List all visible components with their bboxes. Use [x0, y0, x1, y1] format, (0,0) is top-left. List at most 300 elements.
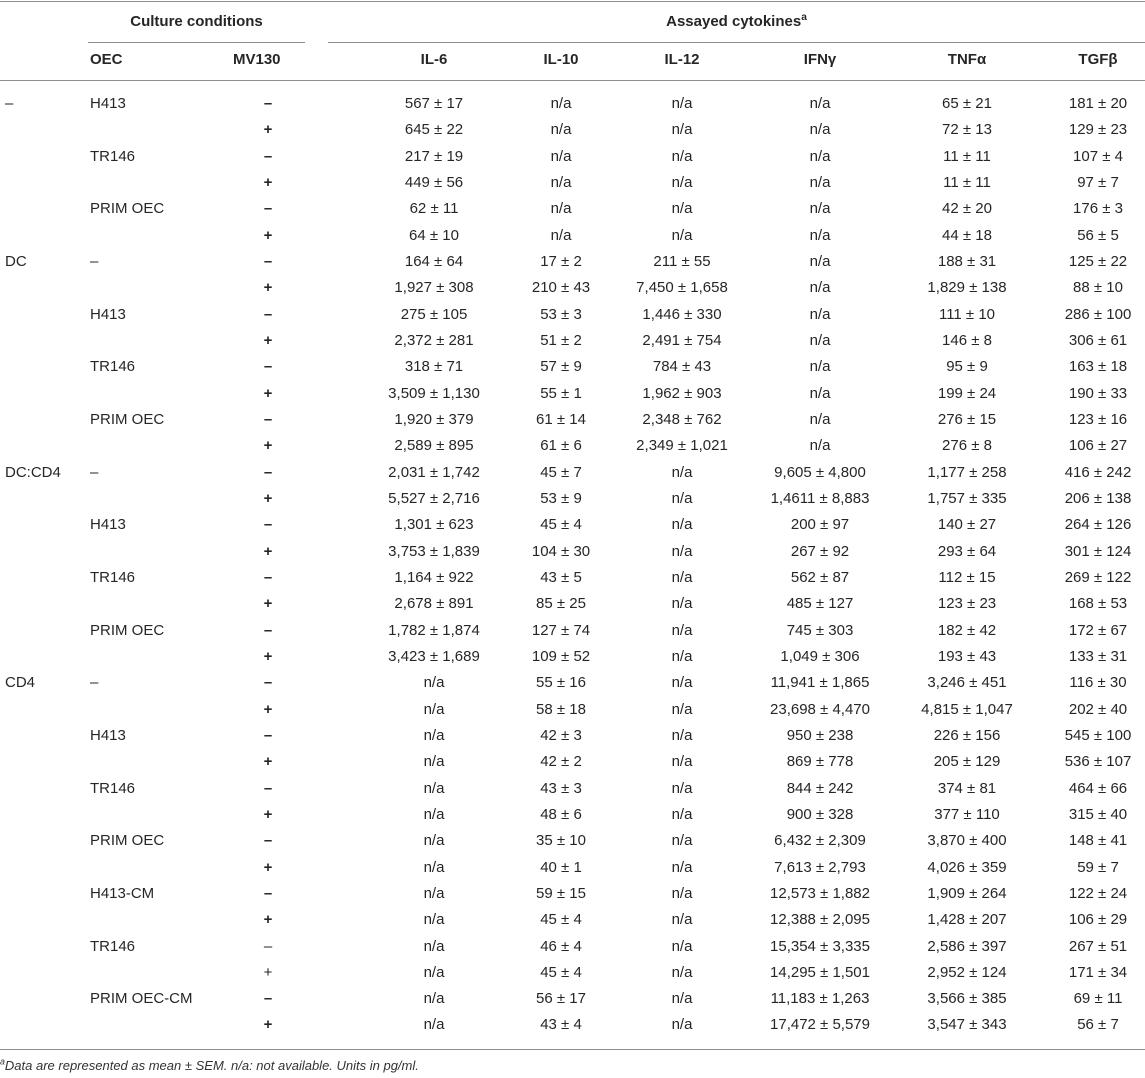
oec-label: TR146 — [90, 358, 136, 376]
il-6-value: 62 ± 11 — [409, 200, 459, 218]
tgf-beta-value: 301 ± 124 — [1064, 542, 1132, 560]
tgf-beta-value: 116 ± 30 — [1069, 674, 1127, 692]
mv130-sign: + — [263, 173, 273, 191]
tnf-alpha-value: 374 ± 81 — [937, 779, 997, 797]
mv130-sign: – — [263, 305, 273, 323]
oec-label: H413 — [90, 726, 126, 744]
tgf-beta-value: 56 ± 5 — [1077, 226, 1119, 244]
tgf-beta-value: 163 ± 18 — [1068, 358, 1128, 376]
tnf-alpha-value: 3,246 ± 451 — [927, 674, 1007, 692]
il-6-value: 2,031 ± 1,742 — [388, 463, 480, 481]
ifn-gamma-value: 11,941 ± 1,865 — [770, 674, 870, 692]
mv130-sign: + — [263, 1016, 273, 1034]
ifn-gamma-value: 15,354 ± 3,335 — [770, 937, 870, 955]
il-10-value: n/a — [550, 200, 572, 218]
tgf-beta-value: 168 ± 53 — [1068, 595, 1128, 613]
oec-label: PRIM OEC — [90, 200, 165, 218]
tnf-alpha-value: 1,909 ± 264 — [927, 884, 1007, 902]
il-6-value: 1,927 ± 308 — [394, 279, 474, 297]
il-6-value: n/a — [423, 805, 445, 823]
mv130-column-header: MV130 — [233, 51, 281, 68]
il-6-value: 3,423 ± 1,689 — [388, 647, 480, 665]
il-12-value: 211 ± 55 — [653, 252, 711, 270]
tgf-beta-value: 172 ± 67 — [1068, 621, 1128, 639]
tnf-alpha-value: 4,026 ± 359 — [927, 858, 1007, 876]
il-12-value: n/a — [671, 647, 693, 665]
oec-label: PRIM OEC — [90, 832, 165, 850]
il-10-value: 40 ± 1 — [540, 858, 582, 876]
tnf-alpha-value: 1,757 ± 335 — [927, 489, 1007, 507]
mv130-sign: – — [263, 358, 273, 376]
oec-label: H413 — [90, 95, 126, 112]
ifn-gamma-value: 869 ± 778 — [786, 753, 854, 771]
table-row — [0, 881, 1145, 907]
tgf-beta-value: 123 ± 16 — [1068, 410, 1128, 428]
ifn-gamma-value: 9,605 ± 4,800 — [774, 463, 866, 481]
tnf-alpha-value: 182 ± 42 — [937, 621, 997, 639]
ifn-gamma-column-header: IFNγ — [803, 51, 837, 68]
il-12-value: n/a — [671, 753, 693, 771]
il-6-value: 449 ± 56 — [404, 173, 464, 191]
il-12-value: n/a — [671, 173, 693, 191]
il-6-value: 645 ± 22 — [404, 121, 464, 139]
oec-label: TR146 — [90, 937, 136, 955]
group-label: DC:CD4 — [5, 463, 61, 481]
il-10-value: 127 ± 74 — [531, 621, 591, 639]
il-6-value: n/a — [423, 1016, 445, 1034]
group-label: DC — [5, 252, 27, 270]
il-10-value: 45 ± 4 — [540, 911, 582, 929]
il-10-value: n/a — [550, 147, 572, 165]
mv130-sign: + — [263, 805, 273, 823]
group-label: CD4 — [5, 674, 36, 692]
il-10-value: n/a — [550, 173, 572, 191]
table-row — [0, 196, 1145, 222]
oec-label: – — [90, 252, 99, 270]
mv130-sign: – — [263, 884, 273, 902]
il-10-value: 56 ± 17 — [536, 990, 586, 1008]
il-6-value: n/a — [423, 937, 445, 955]
mv130-sign: + — [263, 753, 273, 771]
il-10-value: 53 ± 9 — [540, 489, 582, 507]
table-row — [0, 249, 1145, 275]
oec-label: PRIM OEC-CM — [90, 990, 193, 1008]
il-12-value: n/a — [671, 95, 693, 112]
ifn-gamma-value: n/a — [809, 252, 831, 270]
il-10-value: 43 ± 4 — [540, 1016, 582, 1034]
il-6-value: 217 ± 19 — [404, 147, 464, 165]
tgf-beta-value: 148 ± 41 — [1068, 832, 1128, 850]
mv130-sign: + — [263, 437, 273, 455]
table-row — [0, 91, 1145, 117]
mv130-sign: – — [263, 147, 273, 165]
il-10-value: n/a — [550, 226, 572, 244]
mv130-sign: + — [263, 700, 273, 718]
il-6-value: 1,920 ± 379 — [394, 410, 474, 428]
tgf-beta-value: 125 ± 22 — [1068, 252, 1128, 270]
il-12-value: n/a — [671, 489, 693, 507]
tnf-alpha-value: 1,177 ± 258 — [927, 463, 1007, 481]
il-6-value: 5,527 ± 2,716 — [388, 489, 480, 507]
header-rule — [0, 80, 1145, 81]
culture-conditions-header: Culture conditions — [130, 13, 263, 30]
assayed-cytokines-label: Assayed cytokines — [666, 13, 802, 30]
tnf-alpha-value: 205 ± 129 — [933, 753, 1001, 771]
footnote-reference-mark: a — [801, 11, 807, 23]
tgf-beta-value: 88 ± 10 — [1073, 279, 1123, 297]
ifn-gamma-value: 200 ± 97 — [790, 516, 850, 534]
il-10-value: n/a — [550, 95, 572, 112]
tnf-alpha-value: 140 ± 27 — [937, 516, 997, 534]
mv130-sign: – — [263, 463, 273, 481]
tnf-alpha-value: 276 ± 8 — [942, 437, 992, 455]
tnf-alpha-value: 3,566 ± 385 — [927, 990, 1007, 1008]
table-row — [0, 697, 1145, 723]
il-10-value: 17 ± 2 — [540, 252, 582, 270]
il-6-value: n/a — [423, 963, 445, 981]
tgf-beta-value: 206 ± 138 — [1064, 489, 1132, 507]
ifn-gamma-value: n/a — [809, 410, 831, 428]
il-6-value: 1,782 ± 1,874 — [388, 621, 480, 639]
mv130-sign: + — [263, 331, 273, 349]
oec-label: H413 — [90, 305, 126, 323]
il-12-value: 1,962 ± 903 — [642, 384, 722, 402]
il-6-value: 64 ± 10 — [409, 226, 459, 244]
ifn-gamma-value: 562 ± 87 — [790, 568, 850, 586]
ifn-gamma-value: 745 ± 303 — [786, 621, 854, 639]
il-12-value: n/a — [671, 516, 693, 534]
tgf-beta-column-header: TGFβ — [1078, 51, 1118, 68]
mv130-sign: – — [263, 200, 273, 218]
table-row — [0, 618, 1145, 644]
il-6-value: n/a — [423, 753, 445, 771]
tgf-beta-value: 315 ± 40 — [1068, 805, 1128, 823]
il-10-column-header: IL-10 — [543, 51, 579, 68]
oec-label: H413-CM — [90, 884, 155, 902]
tgf-beta-value: 267 ± 51 — [1068, 937, 1128, 955]
il-12-value: n/a — [671, 200, 693, 218]
il-6-value: 2,372 ± 281 — [394, 331, 474, 349]
il-6-value: 2,678 ± 891 — [394, 595, 474, 613]
oec-label: – — [90, 674, 99, 692]
il-12-value: n/a — [671, 858, 693, 876]
table-row — [0, 117, 1145, 143]
il-10-value: 109 ± 52 — [531, 647, 591, 665]
tgf-beta-value: 416 ± 242 — [1064, 463, 1132, 481]
tgf-beta-value: 122 ± 24 — [1068, 884, 1128, 902]
tgf-beta-value: 269 ± 122 — [1064, 568, 1132, 586]
table-row — [0, 565, 1145, 591]
tnf-alpha-value: 4,815 ± 1,047 — [921, 700, 1013, 718]
mv130-sign: – — [263, 95, 273, 112]
ifn-gamma-value: 900 ± 328 — [786, 805, 854, 823]
ifn-gamma-value: 267 ± 92 — [790, 542, 850, 560]
ifn-gamma-value: n/a — [809, 147, 831, 165]
il-10-value: 53 ± 3 — [540, 305, 582, 323]
oec-label: TR146 — [90, 779, 136, 797]
tnf-alpha-value: 293 ± 64 — [937, 542, 997, 560]
tnf-alpha-value: 112 ± 15 — [938, 568, 996, 586]
table-row — [0, 486, 1145, 512]
table-row — [0, 1012, 1145, 1038]
table-footnote — [0, 1055, 419, 1077]
tnf-alpha-value: 3,870 ± 400 — [927, 832, 1007, 850]
il-12-value: n/a — [671, 595, 693, 613]
group-label: – — [5, 95, 14, 112]
il-12-value: n/a — [671, 884, 693, 902]
il-10-value: 59 ± 15 — [536, 884, 586, 902]
tgf-beta-value: 133 ± 31 — [1068, 647, 1128, 665]
mv130-sign: – — [263, 516, 273, 534]
mv130-sign: + — [263, 911, 273, 929]
ifn-gamma-value: 23,698 ± 4,470 — [770, 700, 870, 718]
il-10-value: 43 ± 3 — [540, 779, 582, 797]
tnf-alpha-column-header: TNFα — [947, 51, 987, 68]
ifn-gamma-value: 950 ± 238 — [786, 726, 854, 744]
il-10-value: 51 ± 2 — [540, 331, 582, 349]
il-10-value: 35 ± 10 — [536, 832, 586, 850]
il-12-value: 7,450 ± 1,658 — [636, 279, 728, 297]
ifn-gamma-value: 17,472 ± 5,579 — [770, 1016, 870, 1034]
oec-label: – — [90, 463, 99, 481]
il-6-value: 3,753 ± 1,839 — [388, 542, 480, 560]
il-10-value: n/a — [550, 121, 572, 139]
tnf-alpha-value: 72 ± 13 — [942, 121, 992, 139]
tnf-alpha-value: 199 ± 24 — [937, 384, 997, 402]
il-12-value: 1,446 ± 330 — [642, 305, 722, 323]
ifn-gamma-value: 7,613 ± 2,793 — [774, 858, 866, 876]
il-10-value: 45 ± 4 — [540, 963, 582, 981]
il-10-value: 61 ± 14 — [536, 410, 586, 428]
table-row — [0, 539, 1145, 565]
tgf-beta-value: 545 ± 100 — [1064, 726, 1132, 744]
tnf-alpha-value: 226 ± 156 — [933, 726, 1001, 744]
il-6-value: n/a — [423, 674, 445, 692]
ifn-gamma-value: 485 ± 127 — [786, 595, 854, 613]
ifn-gamma-value: n/a — [809, 95, 831, 112]
ifn-gamma-value: n/a — [809, 173, 831, 191]
mv130-sign: + — [263, 279, 273, 297]
il-12-value: n/a — [671, 542, 693, 560]
tnf-alpha-value: 3,547 ± 343 — [927, 1016, 1007, 1034]
il-12-value: n/a — [671, 937, 693, 955]
mv130-sign: – — [263, 568, 273, 586]
tgf-beta-value: 97 ± 7 — [1077, 173, 1119, 191]
il-6-value: n/a — [423, 911, 445, 929]
ifn-gamma-value: n/a — [809, 226, 831, 244]
table-row — [0, 354, 1145, 380]
il-6-value: n/a — [423, 700, 445, 718]
tnf-alpha-value: 1,428 ± 207 — [927, 911, 1007, 929]
il-12-value: n/a — [671, 226, 693, 244]
ifn-gamma-value: n/a — [809, 200, 831, 218]
ifn-gamma-value: n/a — [809, 305, 831, 323]
il-6-value: n/a — [423, 779, 445, 797]
il-12-value: 2,491 ± 754 — [642, 331, 722, 349]
il-10-value: 43 ± 5 — [540, 568, 582, 586]
il-6-value: 567 ± 17 — [404, 95, 464, 112]
oec-label: PRIM OEC — [90, 621, 165, 639]
table-row — [0, 960, 1145, 986]
ifn-gamma-value: 12,573 ± 1,882 — [770, 884, 870, 902]
tgf-beta-value: 106 ± 27 — [1068, 437, 1128, 455]
ifn-gamma-value: n/a — [809, 358, 831, 376]
il-10-value: 61 ± 6 — [540, 437, 582, 455]
il-12-value: 2,349 ± 1,021 — [636, 437, 728, 455]
tnf-alpha-value: 42 ± 20 — [942, 200, 992, 218]
il-6-value: n/a — [423, 858, 445, 876]
table-row — [0, 749, 1145, 775]
ifn-gamma-value: n/a — [809, 331, 831, 349]
il-6-value: n/a — [423, 990, 445, 1008]
il-6-value: 318 ± 71 — [404, 358, 464, 376]
tnf-alpha-value: 2,952 ± 124 — [927, 963, 1007, 981]
il-6-value: 1,164 ± 922 — [394, 568, 474, 586]
il-12-value: n/a — [671, 832, 693, 850]
il-12-value: n/a — [671, 779, 693, 797]
tgf-beta-value: 286 ± 100 — [1064, 305, 1132, 323]
mv130-sign: – — [263, 779, 273, 797]
ifn-gamma-value: n/a — [809, 384, 831, 402]
footnote-mark: a — [0, 1056, 5, 1067]
il-6-value: n/a — [423, 832, 445, 850]
mv130-sign: – — [263, 252, 273, 270]
mv130-sign: + — [263, 647, 273, 665]
tnf-alpha-value: 193 ± 43 — [937, 647, 997, 665]
table-row — [0, 591, 1145, 617]
tgf-beta-value: 56 ± 7 — [1077, 1016, 1119, 1034]
il-12-value: n/a — [671, 805, 693, 823]
il-10-value: 45 ± 4 — [540, 516, 582, 534]
tgf-beta-value: 264 ± 126 — [1064, 516, 1132, 534]
tnf-alpha-value: 146 ± 8 — [942, 331, 992, 349]
il-6-column-header: IL-6 — [420, 51, 448, 68]
il-12-value: n/a — [671, 1016, 693, 1034]
il-6-value: n/a — [423, 726, 445, 744]
il-6-value: 2,589 ± 895 — [394, 437, 474, 455]
mv130-sign: + — [263, 226, 273, 244]
il-10-value: 85 ± 25 — [536, 595, 586, 613]
tgf-beta-value: 190 ± 33 — [1068, 384, 1128, 402]
table-row — [0, 723, 1145, 749]
il-10-value: 104 ± 30 — [531, 542, 591, 560]
il-10-value: 58 ± 18 — [536, 700, 586, 718]
il-12-value: n/a — [671, 990, 693, 1008]
tgf-beta-value: 464 ± 66 — [1068, 779, 1128, 797]
table-row — [0, 328, 1145, 354]
table-row — [0, 644, 1145, 670]
mv130-sign: + — [263, 963, 273, 981]
assayed-cytokines-header — [328, 2, 1145, 42]
il-6-value: 3,509 ± 1,130 — [388, 384, 480, 402]
il-12-value: 2,348 ± 762 — [642, 410, 722, 428]
table-row — [0, 407, 1145, 433]
ifn-gamma-value: 14,295 ± 1,501 — [770, 963, 870, 981]
tgf-beta-value: 202 ± 40 — [1068, 700, 1128, 718]
table-row — [0, 223, 1145, 249]
il-12-value: n/a — [671, 674, 693, 692]
il-12-value: n/a — [671, 911, 693, 929]
tnf-alpha-value: 276 ± 15 — [937, 410, 997, 428]
table-row — [0, 828, 1145, 854]
mv130-sign: + — [263, 384, 273, 402]
table-row — [0, 460, 1145, 486]
il-10-value: 57 ± 9 — [540, 358, 582, 376]
il-12-value: n/a — [671, 121, 693, 139]
mv130-sign: – — [263, 410, 273, 428]
il-12-column-header: IL-12 — [664, 51, 700, 68]
il-10-value: 55 ± 16 — [536, 674, 586, 692]
il-6-value: n/a — [423, 884, 445, 902]
ifn-gamma-value: 12,388 ± 2,095 — [770, 911, 870, 929]
oec-label: H413 — [90, 516, 126, 534]
table-body — [0, 91, 1145, 1039]
il-6-value: 275 ± 105 — [400, 305, 468, 323]
mv130-sign: + — [263, 542, 273, 560]
il-10-value: 210 ± 43 — [531, 279, 591, 297]
tnf-alpha-value: 44 ± 18 — [942, 226, 992, 244]
ifn-gamma-value: 1,049 ± 306 — [780, 647, 860, 665]
oec-column-header: OEC — [90, 51, 123, 68]
tgf-beta-value: 107 ± 4 — [1073, 147, 1123, 165]
il-12-value: n/a — [671, 147, 693, 165]
mv130-sign: + — [263, 595, 273, 613]
il-6-value: 164 ± 64 — [404, 252, 464, 270]
tgf-beta-value: 306 ± 61 — [1068, 331, 1128, 349]
table-row — [0, 170, 1145, 196]
table-row — [0, 512, 1145, 538]
mv130-sign: – — [263, 674, 273, 692]
ifn-gamma-value: n/a — [809, 121, 831, 139]
table-row — [0, 907, 1145, 933]
mv130-sign: + — [263, 121, 273, 139]
oec-label: TR146 — [90, 147, 136, 165]
bottom-rule — [0, 1049, 1145, 1050]
ifn-gamma-value: n/a — [809, 279, 831, 297]
tgf-beta-value: 171 ± 34 — [1068, 963, 1128, 981]
tnf-alpha-value: 2,586 ± 397 — [927, 937, 1007, 955]
tnf-alpha-value: 11 ± 11 — [943, 147, 991, 165]
il-10-value: 42 ± 2 — [540, 753, 582, 771]
oec-label: TR146 — [90, 568, 136, 586]
mv130-sign: + — [263, 489, 273, 507]
il-12-value: 784 ± 43 — [652, 358, 712, 376]
table-row — [0, 381, 1145, 407]
tgf-beta-value: 536 ± 107 — [1064, 753, 1132, 771]
il-6-value: 1,301 ± 623 — [394, 516, 474, 534]
tgf-beta-value: 181 ± 20 — [1068, 95, 1128, 112]
table-row — [0, 670, 1145, 696]
table-row — [0, 934, 1145, 960]
mv130-sign: – — [263, 726, 273, 744]
tnf-alpha-value: 377 ± 110 — [934, 805, 1000, 823]
tnf-alpha-value: 188 ± 31 — [937, 252, 997, 270]
tnf-alpha-value: 65 ± 21 — [942, 95, 992, 112]
tnf-alpha-value: 1,829 ± 138 — [927, 279, 1007, 297]
table-row — [0, 433, 1145, 459]
footnote-text: Data are represented as mean ± SEM. n/a: not available. Units in pg/ml. — [4, 1058, 419, 1073]
table-row — [0, 144, 1145, 170]
table-row — [0, 986, 1145, 1012]
mv130-sign: – — [263, 937, 273, 955]
mv130-sign: – — [263, 621, 273, 639]
il-10-value: 55 ± 1 — [540, 384, 582, 402]
il-10-value: 42 ± 3 — [540, 726, 582, 744]
ifn-gamma-value: 6,432 ± 2,309 — [774, 832, 866, 850]
il-12-value: n/a — [671, 963, 693, 981]
tnf-alpha-value: 111 ± 10 — [938, 305, 996, 323]
il-10-value: 46 ± 4 — [540, 937, 582, 955]
